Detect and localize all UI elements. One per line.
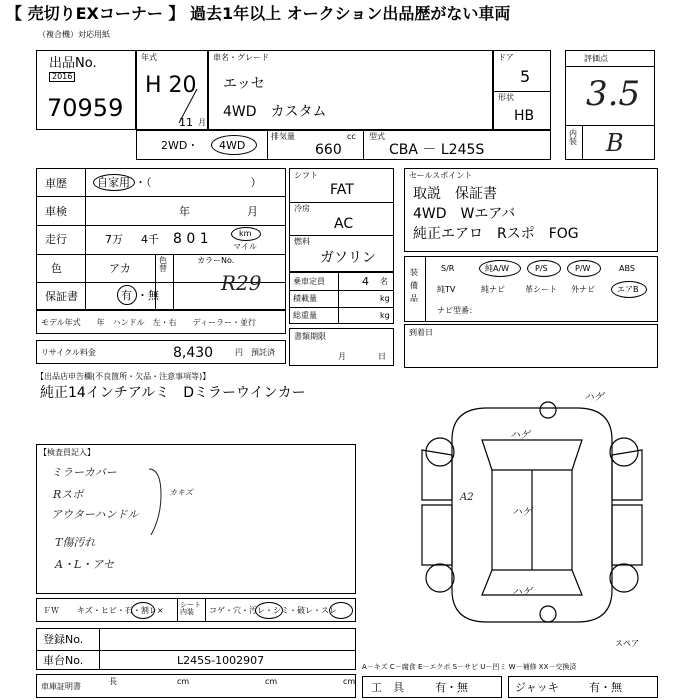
model-value: CBA － L245S (389, 142, 485, 158)
reg-box (36, 628, 356, 670)
capacity-label: 乗車定員 (293, 277, 325, 286)
jack-box (508, 676, 658, 698)
load-kg: kg (380, 294, 390, 303)
tools-box (362, 676, 502, 698)
drive-4wd: 4WD (219, 139, 246, 152)
ac-value: AC (334, 216, 354, 232)
capacity-value: 4 (362, 275, 369, 288)
warranty-yes: 有 (121, 289, 132, 302)
fw-box (36, 598, 356, 622)
mid-table (289, 168, 394, 272)
recycle-label: リサイクル料金 (41, 348, 96, 357)
doc-limit-day: 日 (378, 352, 386, 361)
inspector-bracket (147, 465, 177, 545)
tools-label: 工 具 (371, 681, 404, 694)
equip-tv: 純TV (437, 285, 456, 294)
color-no-value: R29 (221, 271, 262, 295)
model-row: モデル年式 年 ハンドル 左・右 ディーラー・並行 (41, 318, 256, 327)
reg-label: 登録No. (43, 633, 84, 646)
inspector-label: 【検査員記入】 (39, 448, 95, 457)
score-box (565, 50, 655, 160)
equip-navi: 純ナビ (481, 285, 505, 294)
chassis-label: 車台No. (43, 654, 84, 667)
door-value: 5 (520, 67, 531, 86)
capacity-table (289, 272, 394, 324)
jack-value: 有・無 (589, 681, 622, 694)
gross-label: 総重量 (293, 311, 317, 320)
inspector-note-4: T傷汚れ (55, 536, 96, 549)
interior-label: 内装 (569, 129, 577, 146)
fw-interior-items: コゲ・穴・汚レ・シミ・破レ・スレ (209, 606, 337, 615)
warranty-label: 保証書 (45, 290, 78, 303)
spare-label: スペア (615, 639, 639, 648)
displacement-label: 排気量 (271, 132, 295, 141)
inspection-year: 年 (179, 205, 190, 218)
capacity-unit: 名 (380, 277, 388, 286)
cert-long: 長 (109, 677, 117, 686)
cert-cm3: cm (343, 677, 356, 686)
displacement-value: 660 (315, 142, 342, 158)
cert-box (36, 674, 356, 698)
doc-limit-label: 書類期限 (294, 332, 326, 341)
fuel-value: ガソリン (320, 250, 376, 266)
equip-aw: 純A/W (485, 264, 510, 273)
recycle-unit: 円 預託済 (235, 348, 275, 357)
cert-cm1: cm (177, 677, 190, 686)
equip-ps: P/S (535, 264, 548, 273)
score-label: 評価点 (584, 54, 608, 63)
fw-label: ＦＷ (43, 606, 59, 615)
interior-value: B (606, 129, 624, 157)
door-box (493, 50, 551, 130)
arrival-box (404, 324, 658, 368)
recycle-box (36, 340, 286, 364)
color-no-label: カラーNo. (197, 256, 235, 265)
score-value: 3.5 (586, 74, 641, 114)
model-label: 型式 (369, 132, 385, 141)
mileage-digits: 8 0 1 (173, 231, 209, 247)
fw-sure-circle (329, 602, 353, 619)
inspector-box (36, 444, 356, 594)
lot-label: 出品No. (49, 56, 97, 71)
header-title: 【 売切りEXコーナー 】 過去1年以上 オークション出品歴がない車両 (6, 4, 511, 23)
shape-value: HB (514, 108, 535, 124)
sales-line-1: 取説 保証書 (413, 186, 497, 202)
year-label: 年式 (141, 53, 157, 62)
equip-sr: S/R (441, 264, 455, 273)
doc-multi-note: （複合機）対応用紙 (38, 30, 110, 39)
color-value: アカ (109, 262, 131, 275)
equip-navi-model: ナビ型番： (437, 306, 477, 315)
sales-line-3: 純正エアロ Rスポ FOG (413, 226, 579, 242)
mileage-man: 7万 (105, 233, 123, 246)
mileage-label: 走行 (45, 233, 67, 246)
chassis-value: L245S-1002907 (177, 654, 265, 667)
ac-label: 冷房 (294, 204, 310, 213)
sales-box (404, 168, 658, 252)
lot-year-stamp: 2016 (49, 72, 75, 82)
recycle-value: 8,430 (173, 345, 214, 361)
equip-abs: ABS (619, 264, 635, 273)
warranty-no: ・無 (137, 289, 159, 302)
svg-text:ハゲ: ハゲ (584, 392, 604, 403)
equip-pw: P/W (575, 264, 591, 273)
options-label: 【出品店申告欄(不良箇所・欠品・注意事項等)】 (36, 372, 211, 381)
svg-text:ハゲ: ハゲ (512, 587, 532, 598)
name-label: 車名・グレード (213, 53, 269, 62)
inspector-note-5: A・L・アセ (55, 558, 115, 571)
inspector-note-2: Rスポ (53, 488, 84, 501)
mileage-km: km (239, 229, 252, 238)
fw-ishi-circle (131, 602, 155, 619)
load-label: 積載量 (293, 294, 317, 303)
mileage-sen: 4千 (141, 233, 159, 246)
inspector-kizu: カキズ (169, 488, 193, 497)
car-name: エッセ (223, 76, 265, 92)
equip-airb: エアB (617, 285, 639, 294)
lot-number: 70959 (47, 94, 124, 122)
model-row-box (36, 310, 286, 334)
history-label: 車歴 (45, 177, 67, 190)
shift-value: FAT (330, 182, 354, 198)
cert-label: 車庫証明書 (41, 682, 81, 691)
legend-text: A－キズ C－腐食 E－エクボ S－サビ U－凹ミ W－補修 XX－交換済 (362, 663, 577, 671)
year-value: H 20 (145, 73, 197, 98)
inspector-note-1: ミラーカバー (51, 466, 117, 479)
svg-text:ハゲ: ハゲ (512, 507, 532, 518)
month-value: 11 (179, 116, 193, 129)
drive-2wd: 2WD・ (161, 139, 199, 152)
month-unit: 月 (198, 118, 206, 127)
fw-interior-label: シート内装 (180, 601, 201, 616)
sales-label: セールスポイント (409, 171, 473, 180)
shape-label: 形状 (498, 93, 514, 102)
svg-text:ハゲ: ハゲ (510, 430, 530, 441)
svg-text:A2: A2 (460, 492, 474, 503)
options-text: 純正14インチアルミ Dミラーウインカー (40, 385, 306, 401)
shift-label: シフト (294, 171, 318, 180)
doc-limit-box (289, 328, 394, 366)
inspection-label: 車検 (45, 205, 67, 218)
color-change: 色替 (159, 256, 167, 273)
color-label: 色 (51, 262, 62, 275)
door-label: ドア (498, 53, 514, 62)
spec-row (136, 130, 551, 160)
car-grade: 4WD カスタム (223, 104, 327, 120)
equip-box (404, 256, 658, 322)
history-value: 自家用 (97, 176, 130, 189)
inspector-note-3: アウターハンドル (51, 508, 139, 521)
arrival-label: 到着日 (409, 328, 433, 337)
left-table (36, 168, 286, 310)
equip-extnavi: 外ナビ (571, 285, 595, 294)
gross-kg: kg (380, 311, 390, 320)
car-diagram (412, 392, 662, 630)
mileage-mile: マイル (233, 242, 257, 251)
equip-leather: 革シート (525, 285, 557, 294)
equip-label: 装備品 (410, 268, 418, 303)
jack-label: ジャッキ (515, 681, 559, 694)
name-box (208, 50, 493, 130)
cert-cm2: cm (265, 677, 278, 686)
sales-line-2: 4WD Wエアバ (413, 206, 516, 222)
fw-yogore-circle (255, 602, 283, 619)
inspection-month: 月 (247, 205, 258, 218)
cc-unit: cc (347, 132, 356, 141)
lot-box (36, 50, 136, 130)
tools-value: 有・無 (435, 681, 468, 694)
fuel-label: 燃料 (294, 237, 310, 246)
fw-items: キズ・ヒビ・石・割レ× (77, 606, 164, 615)
history-rest: ・（ ） (135, 176, 262, 189)
doc-limit-month: 月 (338, 352, 346, 361)
